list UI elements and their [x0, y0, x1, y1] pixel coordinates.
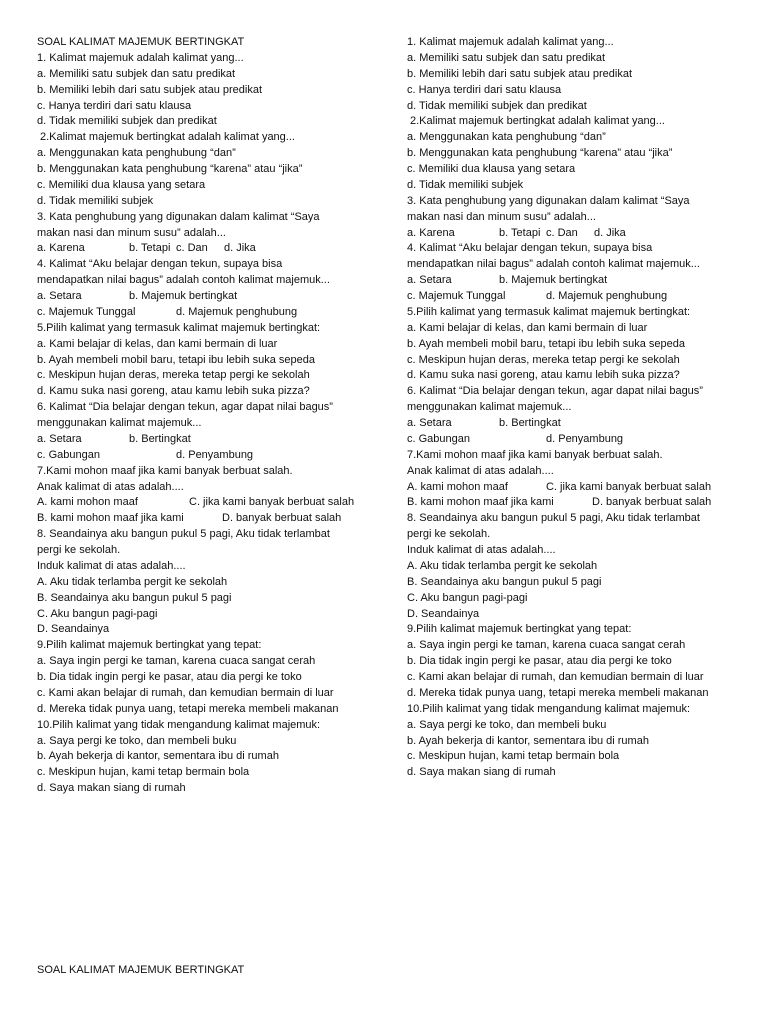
- question-5: 5.Pilih kalimat yang termasuk kalimat majemuk bertingkat:: [407, 305, 691, 318]
- option-5a: a. Kami belajar di kelas, dan kami bermain di luar: [37, 337, 278, 350]
- question-6-line-1: 6. Kalimat “Dia belajar dengan tekun, agar dapat nilai bagus”: [37, 401, 333, 414]
- option-10b: b. Ayah bekerja di kantor, sementara ibu di rumah: [37, 750, 279, 763]
- option-8b: B. Seandainya aku bangun pukul 5 pagi: [37, 591, 232, 604]
- option-3a: a. Karena: [407, 226, 455, 239]
- option-4b: b. Majemuk bertingkat: [499, 274, 608, 287]
- footer-title: SOAL KALIMAT MAJEMUK BERTINGKAT: [37, 964, 245, 976]
- option-10b: b. Ayah bekerja di kantor, sementara ibu di rumah: [407, 734, 649, 747]
- options-4-row-2: [407, 289, 742, 305]
- option-5d: d. Kamu suka nasi goreng, atau kamu lebih suka pizza?: [37, 385, 310, 398]
- worksheet-title: SOAL KALIMAT MAJEMUK BERTINGKAT: [37, 36, 245, 48]
- question-4-line-1: 4. Kalimat “Aku belajar dengan tekun, supaya bisa: [37, 258, 283, 271]
- option-1a: a. Memiliki satu subjek dan satu predikat: [407, 51, 606, 64]
- question-8-line-3: Induk kalimat di atas adalah....: [407, 544, 556, 556]
- option-2a: a. Menggunakan kata penghubung “dan”: [407, 131, 606, 144]
- question-10: 10.Pilih kalimat yang tidak mengandung kalimat majemuk:: [407, 702, 691, 715]
- option-7c: C. jika kami banyak berbuat salah: [189, 496, 355, 509]
- option-7a: A. kami mohon maaf: [407, 480, 508, 493]
- question-3-line-1: 3. Kata penghubung yang digunakan dalam kalimat “Saya: [407, 194, 690, 207]
- option-9b: b. Dia tidak ingin pergi ke pasar, atau dia pergi ke toko: [407, 655, 672, 668]
- option-7b: B. kami mohon maaf jika kami: [407, 496, 554, 509]
- option-3c: c. Dan: [546, 226, 578, 239]
- option-1a: a. Memiliki satu subjek dan satu predikat: [37, 67, 236, 80]
- option-5a: a. Kami belajar di kelas, dan kami bermain di luar: [407, 321, 648, 334]
- option-9c: c. Kami akan belajar di rumah, dan kemudian bermain di luar: [37, 686, 334, 699]
- option-6a: a. Setara: [37, 432, 82, 445]
- option-3d: d. Jika: [224, 242, 256, 255]
- option-8a: A. Aku tidak terlamba pergit ke sekolah: [37, 575, 228, 588]
- option-3b: b. Tetapi: [499, 226, 541, 239]
- option-7d: D. banyak berbuat salah: [222, 512, 342, 525]
- option-7c: C. jika kami banyak berbuat salah: [546, 480, 712, 493]
- option-2d: d. Tidak memiliki subjek: [407, 178, 524, 191]
- option-6d: d. Penyambung: [176, 448, 254, 461]
- option-8c: C. Aku bangun pagi-pagi: [407, 591, 528, 604]
- option-9d: d. Mereka tidak punya uang, tetapi mereka membeli makanan: [407, 686, 709, 699]
- question-8-line-2: pergi ke sekolah.: [37, 544, 121, 556]
- option-10c: c. Meskipun hujan, kami tetap bermain bola: [37, 766, 250, 779]
- question-3-line-2: makan nasi dan minum susu” adalah...: [407, 210, 596, 223]
- question-10: 10.Pilih kalimat yang tidak mengandung kalimat majemuk:: [37, 718, 321, 731]
- option-10d: d. Saya makan siang di rumah: [37, 782, 186, 795]
- options-6-row-2: [407, 432, 742, 448]
- options-3: [407, 226, 742, 242]
- option-9a: a. Saya ingin pergi ke taman, karena cuaca sangat cerah: [37, 655, 316, 668]
- option-9b: b. Dia tidak ingin pergi ke pasar, atau dia pergi ke toko: [37, 671, 302, 683]
- option-6d: d. Penyambung: [546, 432, 624, 445]
- options-6-row-2: [37, 448, 367, 464]
- option-1d: d. Tidak memiliki subjek dan predikat: [407, 99, 587, 112]
- left-column: [37, 35, 367, 797]
- option-10d: d. Saya makan siang di rumah: [407, 766, 556, 779]
- question-6-line-2: menggunakan kalimat majemuk...: [407, 401, 572, 414]
- question-7-line-2: Anak kalimat di atas adalah....: [37, 480, 184, 493]
- option-8d: D. Seandainya: [37, 623, 110, 636]
- option-3d: d. Jika: [594, 226, 626, 239]
- option-4c: c. Majemuk Tunggal: [37, 305, 136, 318]
- option-4d: d. Majemuk penghubung: [546, 290, 668, 302]
- option-8d: D. Seandainya: [407, 607, 480, 620]
- option-1d: d. Tidak memiliki subjek dan predikat: [37, 115, 217, 128]
- option-4d: d. Majemuk penghubung: [176, 305, 298, 318]
- option-4a: a. Setara: [37, 290, 82, 302]
- option-10a: a. Saya pergi ke toko, dan membeli buku: [37, 734, 237, 747]
- question-3-line-2: makan nasi dan minum susu” adalah...: [37, 226, 226, 239]
- option-1c: c. Hanya terdiri dari satu klausa: [37, 99, 192, 112]
- option-9c: c. Kami akan belajar di rumah, dan kemudian bermain di luar: [407, 671, 704, 683]
- option-8a: A. Aku tidak terlamba pergit ke sekolah: [407, 559, 598, 572]
- question-8-line-1: 8. Seandainya aku bangun pukul 5 pagi, Aku tidak terlambat: [37, 528, 330, 541]
- question-7-line-1: 7.Kami mohon maaf jika kami banyak berbuat salah.: [407, 448, 663, 461]
- option-6a: a. Setara: [407, 417, 452, 429]
- question-9: 9.Pilih kalimat majemuk bertingkat yang tepat:: [407, 623, 632, 636]
- options-7-row-2: [407, 495, 742, 511]
- question-4-line-2: mendapatkan nilai bagus” adalah contoh kalimat majemuk...: [37, 274, 330, 287]
- option-2a: a. Menggunakan kata penghubung “dan”: [37, 147, 236, 160]
- option-6b: b. Bertingkat: [499, 417, 561, 429]
- option-5c: c. Meskipun hujan deras, mereka tetap pergi ke sekolah: [37, 369, 310, 382]
- option-7b: B. kami mohon maaf jika kami: [37, 512, 184, 525]
- option-5c: c. Meskipun hujan deras, mereka tetap pergi ke sekolah: [407, 353, 680, 366]
- option-6b: b. Bertingkat: [129, 432, 191, 445]
- options-4-row-1: [37, 289, 367, 305]
- option-8c: C. Aku bangun pagi-pagi: [37, 607, 158, 620]
- option-9a: a. Saya ingin pergi ke taman, karena cuaca sangat cerah: [407, 639, 686, 652]
- question-4-line-2: mendapatkan nilai bagus” adalah contoh kalimat majemuk...: [407, 258, 700, 271]
- option-1c: c. Hanya terdiri dari satu klausa: [407, 83, 562, 96]
- options-7-row-1: [37, 495, 367, 511]
- option-1b: b. Memiliki lebih dari satu subjek atau predikat: [407, 67, 633, 80]
- options-3: [37, 241, 367, 257]
- option-6c: c. Gabungan: [407, 432, 470, 445]
- question-1: 1. Kalimat majemuk adalah kalimat yang...: [407, 36, 614, 48]
- question-2: 2.Kalimat majemuk bertingkat adalah kalimat yang...: [410, 115, 665, 128]
- right-column: [407, 35, 742, 781]
- option-10a: a. Saya pergi ke toko, dan membeli buku: [407, 718, 607, 731]
- options-4-row-1: [407, 273, 742, 289]
- question-7-line-1: 7.Kami mohon maaf jika kami banyak berbuat salah.: [37, 464, 293, 477]
- option-8b: B. Seandainya aku bangun pukul 5 pagi: [407, 575, 602, 588]
- option-7a: A. kami mohon maaf: [37, 496, 138, 509]
- question-6-line-2: menggunakan kalimat majemuk...: [37, 417, 202, 429]
- option-2b: b. Menggunakan kata penghubung “karena” atau “jika”: [37, 163, 303, 175]
- option-6c: c. Gabungan: [37, 448, 100, 461]
- option-5d: d. Kamu suka nasi goreng, atau kamu lebih suka pizza?: [407, 369, 680, 382]
- option-4b: b. Majemuk bertingkat: [129, 290, 238, 302]
- question-2: 2.Kalimat majemuk bertingkat adalah kalimat yang...: [40, 131, 295, 144]
- question-8-line-1: 8. Seandainya aku bangun pukul 5 pagi, Aku tidak terlambat: [407, 512, 700, 525]
- question-5: 5.Pilih kalimat yang termasuk kalimat majemuk bertingkat:: [37, 321, 321, 334]
- option-4c: c. Majemuk Tunggal: [407, 290, 506, 302]
- question-8-line-2: pergi ke sekolah.: [407, 528, 491, 541]
- question-4-line-1: 4. Kalimat “Aku belajar dengan tekun, supaya bisa: [407, 242, 653, 255]
- options-6-row-1: [407, 416, 742, 432]
- question-6-line-1: 6. Kalimat “Dia belajar dengan tekun, agar dapat nilai bagus”: [407, 385, 703, 398]
- option-5b: b. Ayah membeli mobil baru, tetapi ibu lebih suka sepeda: [407, 337, 686, 350]
- question-7-line-2: Anak kalimat di atas adalah....: [407, 464, 554, 477]
- option-2c: c. Memiliki dua klausa yang setara: [407, 163, 576, 175]
- option-7d: D. banyak berbuat salah: [592, 496, 712, 509]
- question-3-line-1: 3. Kata penghubung yang digunakan dalam kalimat “Saya: [37, 210, 320, 223]
- option-5b: b. Ayah membeli mobil baru, tetapi ibu lebih suka sepeda: [37, 353, 316, 366]
- options-4-row-2: [37, 305, 367, 321]
- options-7-row-1: [407, 480, 742, 496]
- question-1: 1. Kalimat majemuk adalah kalimat yang...: [37, 51, 244, 64]
- options-7-row-2: [37, 511, 367, 527]
- option-4a: a. Setara: [407, 274, 452, 287]
- option-3b: b. Tetapi: [129, 242, 171, 255]
- option-2c: c. Memiliki dua klausa yang setara: [37, 178, 206, 191]
- question-9: 9.Pilih kalimat majemuk bertingkat yang tepat:: [37, 639, 262, 652]
- option-2d: d. Tidak memiliki subjek: [37, 194, 154, 207]
- option-2b: b. Menggunakan kata penghubung “karena” atau “jika”: [407, 147, 673, 160]
- option-3a: a. Karena: [37, 242, 85, 255]
- options-6-row-1: [37, 432, 367, 448]
- option-1b: b. Memiliki lebih dari satu subjek atau predikat: [37, 83, 263, 96]
- option-9d: d. Mereka tidak punya uang, tetapi mereka membeli makanan: [37, 702, 339, 715]
- option-10c: c. Meskipun hujan, kami tetap bermain bola: [407, 750, 620, 763]
- question-8-line-3: Induk kalimat di atas adalah....: [37, 559, 186, 572]
- option-3c: c. Dan: [176, 242, 208, 255]
